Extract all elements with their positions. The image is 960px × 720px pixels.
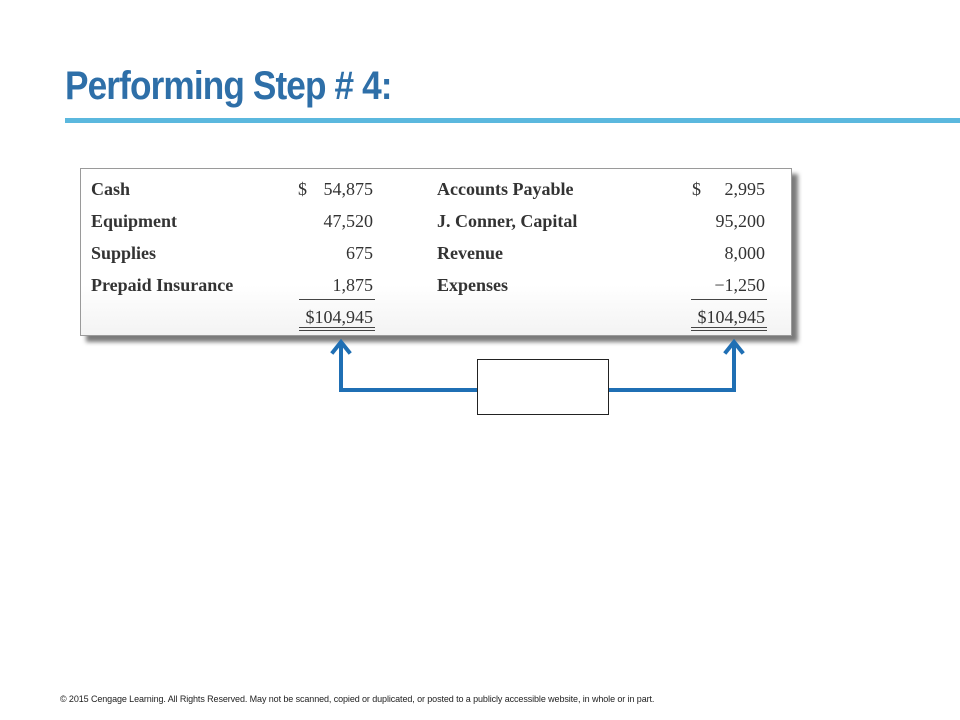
right-total: $104,945 (697, 307, 765, 327)
left-label-cash: Cash (91, 179, 131, 199)
right-value-revenue: 8,000 (724, 243, 765, 263)
copyright-footer: © 2015 Cengage Learning. All Rights Reserved. May not be scanned, copied or duplicated, or posted to a publicly accessible website, in whole or in part. (60, 694, 655, 704)
left-total: $104,945 (305, 307, 373, 327)
left-value-equipment: 47,520 (323, 211, 373, 231)
slide-title: Performing Step # 4: (65, 64, 392, 108)
right-value-expenses: −1,250 (714, 275, 765, 295)
right-connector-line (608, 346, 734, 390)
left-value-prepaid-insurance: 1,875 (332, 275, 373, 295)
right-value-capital: 95,200 (715, 211, 765, 231)
left-label-prepaid-insurance: Prepaid Insurance (91, 275, 234, 295)
right-label-capital: J. Conner, Capital (437, 211, 578, 231)
right-value-accounts-payable: 2,995 (724, 179, 765, 199)
left-label-equipment: Equipment (91, 211, 178, 231)
left-value-cash: 54,875 (323, 179, 373, 199)
left-connector-line (341, 346, 478, 390)
left-dollar-sign: $ (298, 179, 307, 199)
right-dollar-sign: $ (692, 179, 701, 199)
equals-box (477, 359, 609, 415)
right-label-expenses: Expenses (437, 275, 509, 295)
left-value-supplies: 675 (346, 243, 373, 263)
right-label-revenue: Revenue (437, 243, 503, 263)
right-label-accounts-payable: Accounts Payable (437, 179, 574, 199)
left-label-supplies: Supplies (91, 243, 157, 263)
